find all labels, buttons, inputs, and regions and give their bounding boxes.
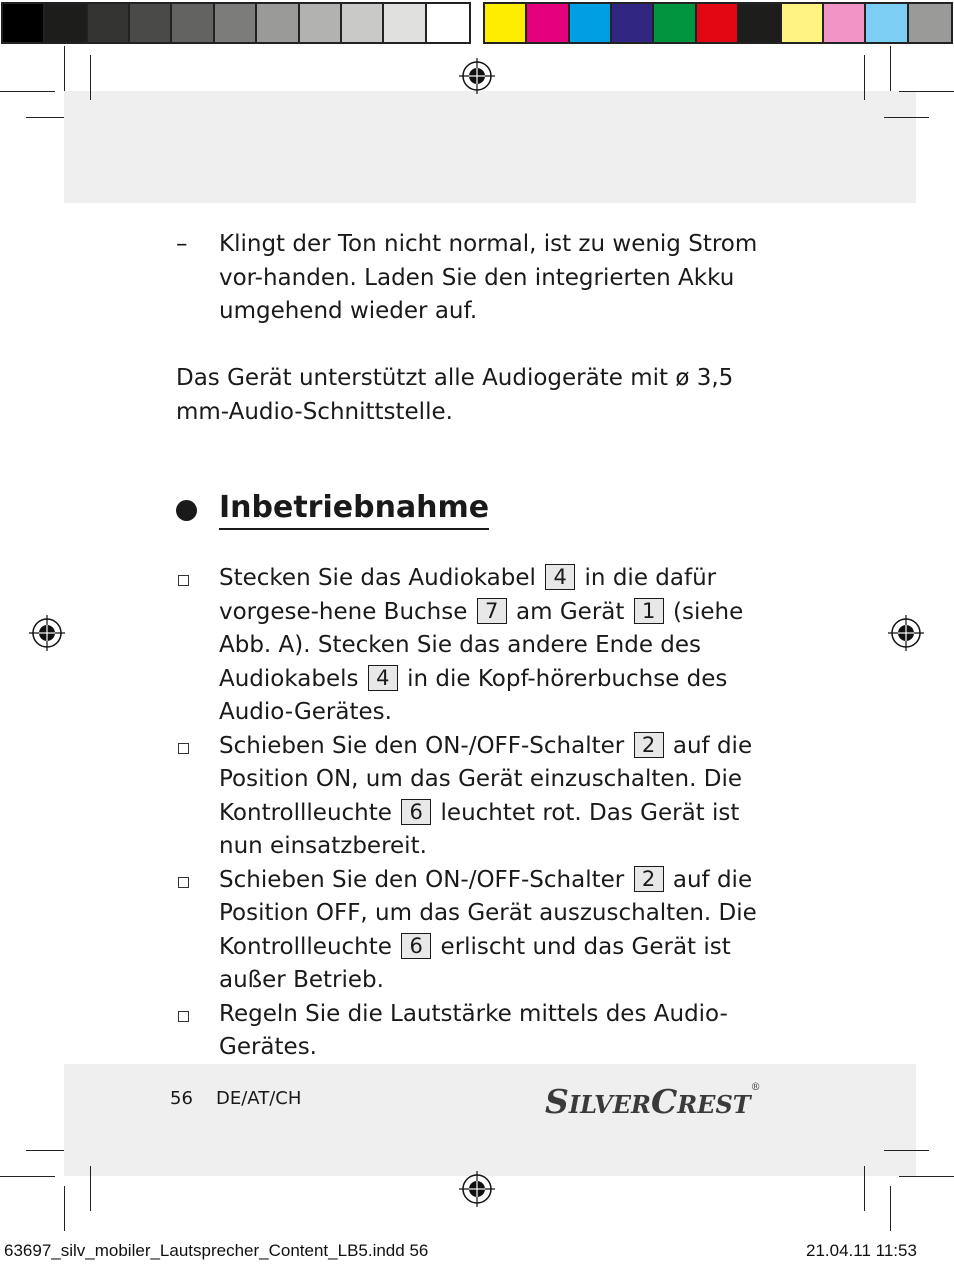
color-swatch [909,4,951,42]
checkbox-square-icon [178,575,189,586]
section-title: Inbetriebnahme [219,490,489,530]
color-swatch [384,4,426,42]
color-swatch [257,4,299,42]
color-swatch [485,4,527,42]
color-swatch [427,4,469,42]
step-text: erlischt und das Gerät ist außer Betrieb. [219,933,731,993]
crop-mark [884,117,929,118]
intro-paragraph: Das Gerät unterstützt alle Audiogeräte mit ø 3,5 mm-Audio-Schnittstelle. [176,365,734,425]
color-swatch [3,4,45,42]
brand-logo: SILVERCREST® [545,1082,761,1121]
crop-mark [0,1176,55,1177]
step-text: Schieben Sie den ON-/OFF-Schalter [219,866,625,893]
crop-mark [864,1166,865,1211]
footer-band [64,1064,916,1176]
slug-filename: 63697_silv_mobiler_Lautsprecher_Content_LB5.indd 56 [4,1241,429,1260]
color-swatch [130,4,172,42]
step-list [176,562,786,1065]
crop-mark [26,117,64,118]
part-reference: 2 [634,732,664,758]
page-number: 56 [170,1088,193,1109]
part-reference: 2 [634,866,664,892]
crop-mark [899,91,954,92]
region-label: DE/AT/CH [216,1088,302,1109]
dash-marker: – [176,231,188,257]
part-reference: 1 [634,598,664,624]
dash-list-item [176,228,786,329]
color-swatch [527,4,569,42]
color-swatch [654,4,696,42]
part-reference: 4 [545,564,575,590]
color-swatch [215,4,257,42]
crop-mark [884,1150,929,1151]
checkbox-square-icon [178,1011,189,1022]
crop-mark [890,46,891,91]
step-text: Regeln Sie die Lautstärke mittels des Audio-Gerätes. [219,1000,728,1060]
registration-mark-icon [459,1171,495,1207]
color-swatch [172,4,214,42]
header-band [64,91,916,203]
slug-timestamp: 21.04.11 11:53 [806,1241,917,1260]
list-item [176,730,786,864]
list-item [176,864,786,998]
color-swatch [782,4,824,42]
color-swatch [697,4,739,42]
color-swatch [88,4,130,42]
crop-mark [0,91,55,92]
dash-item-text: Klingt der Ton nicht normal, ist zu wenig Strom vor-handen. Laden Sie den integrierten Akku umgehend wieder auf. [219,231,758,324]
step-text: in die Kopf-hörerbuchse des Audio-Gerätes. [219,665,728,725]
part-reference: 7 [477,598,507,624]
crop-mark [890,1186,891,1231]
step-text: Stecken Sie das Audiokabel [219,565,536,591]
section-heading [176,490,489,530]
part-reference: 4 [368,665,398,691]
crop-mark [864,55,865,100]
crop-mark [64,1186,65,1231]
grayscale-color-bar [1,2,471,44]
color-swatch [342,4,384,42]
checkbox-square-icon [178,743,189,754]
list-item [176,562,786,730]
step-text: am Gerät [516,598,625,625]
color-swatch [300,4,342,42]
crop-mark [90,1166,91,1211]
color-swatch [612,4,654,42]
color-swatch [45,4,87,42]
color-swatch [824,4,866,42]
color-swatch [739,4,781,42]
color-swatch [866,4,908,42]
checkbox-square-icon [178,877,189,888]
part-reference: 6 [401,799,431,825]
step-text: Schieben Sie den ON-/OFF-Schalter [219,732,625,759]
bullet-dot-icon [176,500,197,521]
color-swatch [570,4,612,42]
registration-mark-icon [459,58,495,94]
list-item [176,998,786,1065]
registration-mark-icon [29,615,65,651]
step-text: auf die Position OFF, um das Gerät auszuschalten. Die Kontrollleuchte [219,866,757,960]
part-reference: 6 [401,933,431,959]
registration-mark-icon [888,615,924,651]
crop-mark [64,46,65,91]
crop-mark [26,1150,64,1151]
crop-mark [90,55,91,100]
step-text: leuchtet rot. Das Gerät ist nun einsatzbereit. [219,799,740,859]
step-text: auf die Position ON, um das Gerät einzuschalten. Die Kontrollleuchte [219,732,753,826]
step-text: in die dafür vorgese-hene Buchse [219,565,717,625]
crop-mark [899,1176,954,1177]
process-color-bar [483,2,953,44]
step-text: (siehe Abb. A). Stecken Sie das andere Ende des Audiokabels [219,598,744,692]
